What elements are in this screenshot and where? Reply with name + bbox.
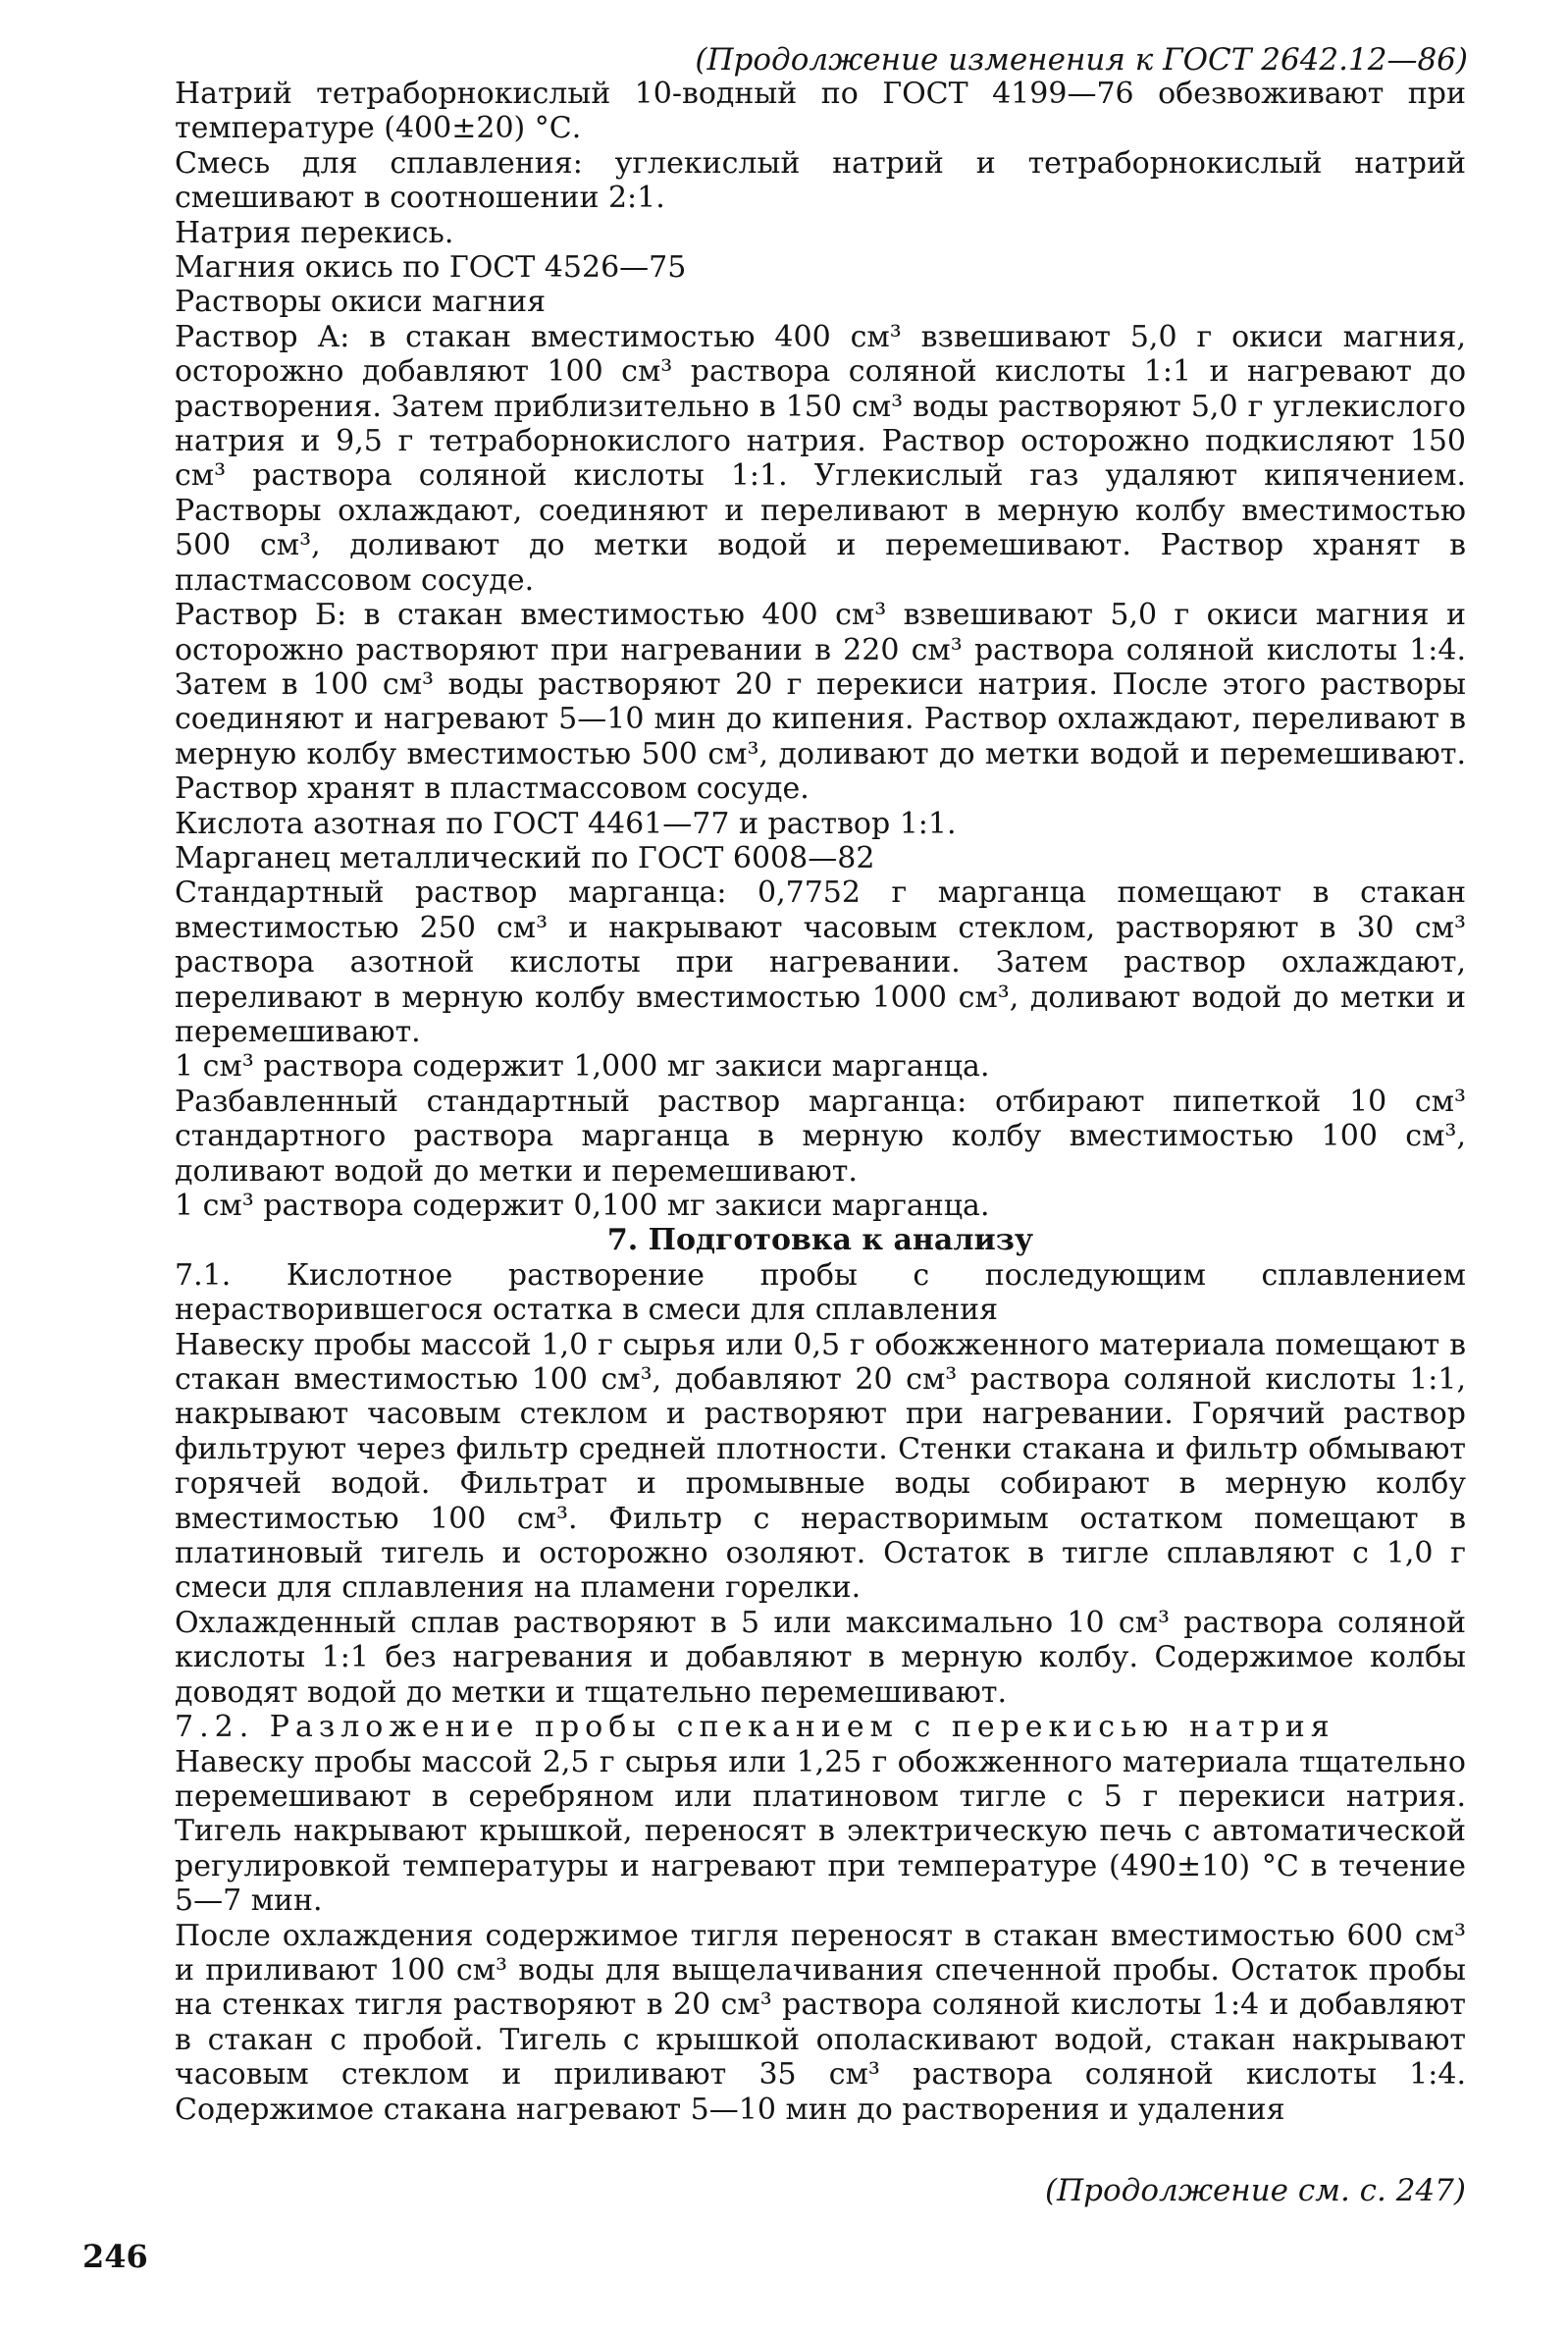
paragraph: Навеску пробы массой 2,5 г сырья или 1,25 г обожженного материала тщательно перемешивают в серебряном или платиновом тигле с 5 г перекиси натрия. Тигель накрывают крышкой, переносят в электрическую печь с автоматической регулировкой температуры и нагревают при температуре (490±10) °С в течение 5—7 мин. [175,1744,1466,1919]
paragraph: Натрий тетраборнокислый 10-водный по ГОСТ 4199—76 обезвоживают при температуре (400±20) °С. [175,77,1466,146]
paragraph: Растворы окиси магния [175,285,547,320]
paragraph: Навеску пробы массой 1,0 г сырья или 0,5 г обожженного материала помещают в стакан вместимостью 100 см³, добавляют 20 см³ раствора соляной кислоты 1:1, накрывают часовым стеклом и растворяют при нагревании. Горячий раствор фильтруют через фильтр средней плотности. Стенки стакана и фильтр обмывают горячей водой. Фильтрат и промывные воды собирают в мерную колбу вместимостью 100 см³. Фильтр с нерастворимым остатком помещают в платиновый тигель и осторожно озоляют. Остаток в тигле сплавляют с 1,0 г смеси для сплавления на пламени горелки. [175,1327,1466,1606]
paragraph: Натрия перекись. [175,215,454,250]
paragraph: После охлаждения содержимое тигля переносят в стакан вместимостью 600 см³ и приливают 100 см³ воды для выщелачивания спеченной пробы. Остаток пробы на стенках тигля растворяют в 20 см³ раствора соляной кислоты 1:4 и добавляют в стакан с пробой. Тигель с крышкой ополаскивают водой, стакан накрывают часовым стеклом и приливают 35 см³ раствора соляной кислоты 1:4. Содержимое стакана нагревают 5—10 мин до растворения и удаления [175,1918,1466,2127]
paragraph: Магния окись по ГОСТ 4526—75 [175,250,687,286]
paragraph: Разбавленный стандартный раствор марганца: отбирают пипеткой 10 см³ стандартного раствора марганца в мерную колбу вместимостью 100 см³, доливают водой до метки и перемешивают. [175,1084,1466,1189]
subsection-title: 7.2. Разложение пробы спеканием с перекисью натрия [175,1710,1335,1745]
running-header: (Продолжение изменения к ГОСТ 2642.12—86) [695,42,1468,78]
paragraph: Марганец металлический по ГОСТ 6008—82 [175,840,875,875]
paragraph: 1 см³ раствора содержит 0,100 мг закиси марганца. [175,1189,990,1223]
paragraph: Охлажденный сплав растворяют в 5 или максимально 10 см³ раствора соляной кислоты 1:1 без нагревания и добавляют в мерную колбу. Содержимое колбы доводят водой до метки и тщательно перемешивают. [175,1605,1466,1710]
subsection-title: 7.1. Кислотное растворение пробы с последующим сплавлением нерастворившегося остатка в смеси для сплавления [175,1257,1466,1328]
section-title: 7. Подготовка к анализу [606,1223,1034,1258]
paragraph: 1 см³ раствора содержит 1,000 мг закиси марганца. [175,1049,990,1085]
paragraph: Смесь для сплавления: углекислый натрий и тетраборнокислый натрий смешивают в соотношении 2:1. [175,145,1466,216]
page-number: 246 [82,2238,148,2275]
paragraph: Кислота азотная по ГОСТ 4461—77 и раствор 1:1. [175,806,957,841]
continuation-note: (Продолжение см. с. 247) [1045,2173,1466,2208]
document-body [175,77,1466,2127]
paragraph: Стандартный раствор марганца: 0,7752 г марганца помещают в стакан вместимостью 250 см³ и накрывают часовым стеклом, растворяют в 30 см³ раствора азотной кислоты при нагревании. Затем раствор охлаждают, переливают в мерную колбу вместимостью 1000 см³, доливают водой до метки и перемешивают. [175,875,1466,1049]
paragraph: Раствор Б: в стакан вместимостью 400 см³ взвешивают 5,0 г окиси магния и осторожно растворяют при нагревании в 220 см³ раствора соляной кислоты 1:4. Затем в 100 см³ воды растворяют 20 г перекиси натрия. После этого растворы соединяют и нагревают 5—10 мин до кипения. Раствор охлаждают, переливают в мерную колбу вместимостью 500 см³, доливают до метки водой и перемешивают. Раствор хранят в пластмассовом сосуде. [175,598,1466,807]
paragraph: Раствор А: в стакан вместимостью 400 см³ взвешивают 5,0 г окиси магния, осторожно добавляют 100 см³ раствора соляной кислоты 1:1 и нагревают до растворения. Затем приблизительно в 150 см³ воды растворяют 5,0 г углекислого натрия и 9,5 г тетраборнокислого натрия. Раствор осторожно подкисляют 150 см³ раствора соляной кислоты 1:1. Углекислый газ удаляют кипячением. Растворы охлаждают, соединяют и переливают в мерную колбу вместимостью 500 см³, доливают до метки водой и перемешивают. Раствор хранят в пластмассовом сосуде. [175,319,1466,598]
